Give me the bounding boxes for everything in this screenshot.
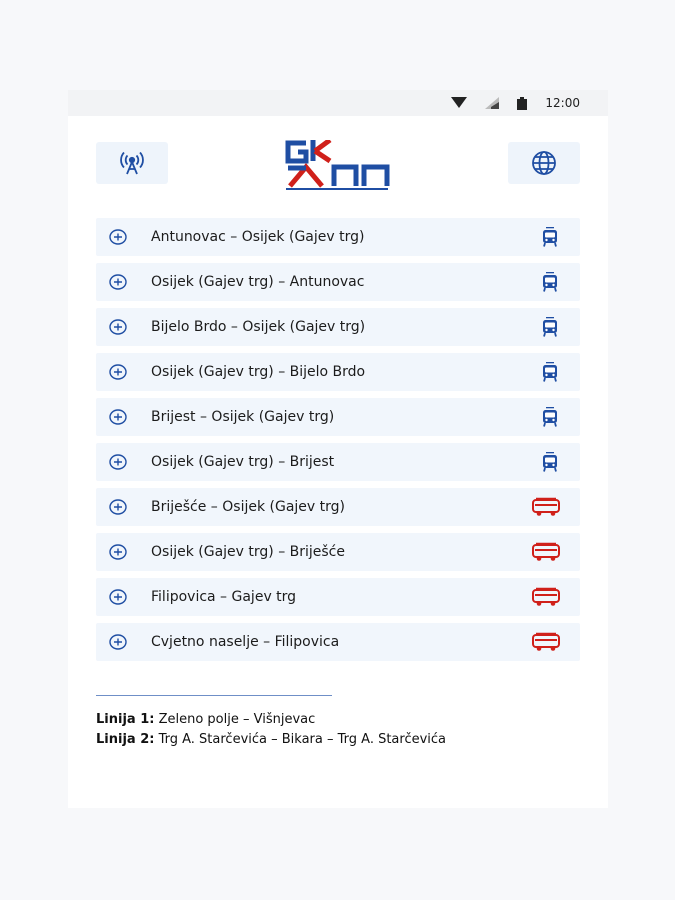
tram-icon	[540, 272, 560, 296]
expand-plus-icon[interactable]	[109, 589, 127, 609]
line-note-key: Linija 1:	[96, 712, 155, 727]
tram-icon	[540, 407, 560, 431]
route-label: Cvjetno naselje – Filipovica	[151, 634, 340, 650]
tram-icon	[540, 317, 560, 341]
route-label: Antunovac – Osijek (Gajev trg)	[151, 229, 365, 245]
line-note	[96, 730, 446, 750]
tram-icon	[540, 362, 560, 386]
bus-icon	[532, 632, 560, 656]
route-item[interactable]	[96, 263, 580, 301]
expand-plus-icon[interactable]	[109, 634, 127, 654]
route-item[interactable]	[96, 443, 580, 481]
status-time: 12:00	[545, 96, 580, 110]
app-screen	[68, 90, 608, 808]
expand-plus-icon[interactable]	[109, 409, 127, 429]
line-note	[96, 710, 446, 730]
bus-icon	[532, 587, 560, 611]
battery-icon	[517, 97, 527, 110]
status-icons	[451, 95, 580, 111]
route-label: Bijelo Brdo – Osijek (Gajev trg)	[151, 319, 366, 335]
bus-icon	[532, 497, 560, 521]
expand-plus-icon[interactable]	[109, 454, 127, 474]
route-item[interactable]	[96, 533, 580, 571]
bus-icon	[532, 542, 560, 566]
language-button[interactable]	[508, 142, 580, 184]
tram-icon	[540, 452, 560, 476]
route-label: Osijek (Gajev trg) – Brijest	[151, 454, 335, 470]
expand-plus-icon[interactable]	[109, 319, 127, 339]
route-item[interactable]	[96, 218, 580, 256]
route-label: Brijest – Osijek (Gajev trg)	[151, 409, 335, 425]
divider	[96, 695, 332, 696]
route-label: Osijek (Gajev trg) – Bijelo Brdo	[151, 364, 366, 380]
tram-icon	[540, 227, 560, 251]
route-item[interactable]	[96, 623, 580, 661]
line-note-value: Trg A. Starčevića – Bikara – Trg A. Starčevića	[154, 732, 447, 747]
signal-icon	[485, 97, 499, 109]
route-list	[96, 218, 580, 668]
route-item[interactable]	[96, 308, 580, 346]
route-label: Briješće – Osijek (Gajev trg)	[151, 499, 345, 515]
expand-plus-icon[interactable]	[109, 499, 127, 519]
route-item[interactable]	[96, 353, 580, 391]
route-item[interactable]	[96, 578, 580, 616]
gkpp-logo	[284, 140, 392, 190]
route-item[interactable]	[96, 398, 580, 436]
line-note-value: Zeleno polje – Višnjevac	[154, 712, 316, 727]
globe-icon	[531, 150, 557, 176]
antenna-button[interactable]	[96, 142, 168, 184]
route-label: Filipovica – Gajev trg	[151, 589, 297, 605]
route-label: Osijek (Gajev trg) – Briješće	[151, 544, 345, 560]
line-note-key: Linija 2:	[96, 732, 155, 747]
route-label: Osijek (Gajev trg) – Antunovac	[151, 274, 365, 290]
route-item[interactable]	[96, 488, 580, 526]
status-bar	[68, 90, 608, 116]
line-notes	[96, 710, 446, 750]
expand-plus-icon[interactable]	[109, 274, 127, 294]
expand-plus-icon[interactable]	[109, 544, 127, 564]
expand-plus-icon[interactable]	[109, 229, 127, 249]
antenna-icon	[119, 151, 145, 175]
expand-plus-icon[interactable]	[109, 364, 127, 384]
wifi-icon	[451, 97, 467, 109]
